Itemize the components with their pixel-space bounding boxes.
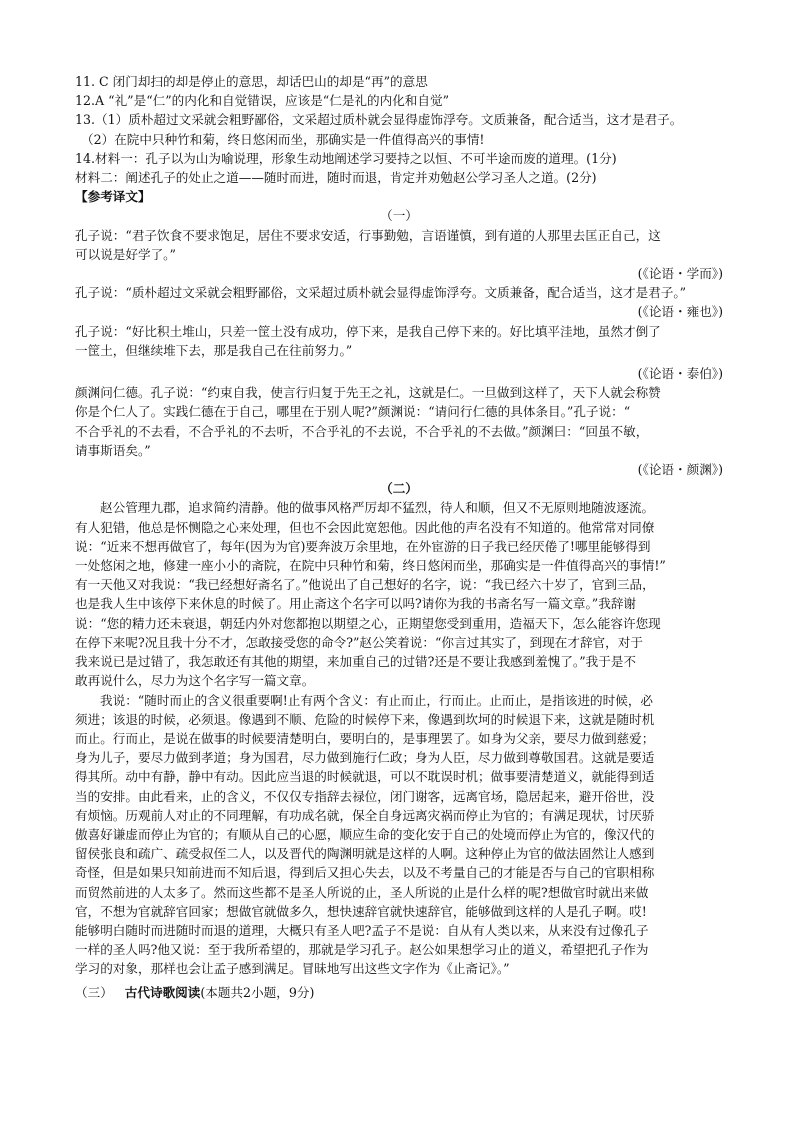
paragraph-line: 留侯张良和疏广、疏受叔侄二人，以及晋代的陶渊明就是这样的人啊。这种停止为官的做法固然让人感到	[75, 846, 655, 862]
paragraph-line: 而止。行而止，是说在做事的时候要清楚明白，要明白的，是事理罢了。如身为父亲，要尽力做到慈爱；	[75, 730, 655, 746]
passage-source: (《论语・雍也》)	[637, 304, 723, 320]
passage-yanyuan	[75, 383, 723, 479]
section-2	[75, 498, 723, 978]
paragraph-line: 说：“近来不想再做官了，每年(因为为官)要奔波万余里地，在外宦游的日子我已经厌倦了!哪里能够得到	[75, 538, 651, 554]
paragraph-line: 在停下来呢?况且我十分不才，怎敢接受您的命令?”赵公笑着说：“你言过其实了，到现在才辞官，对于	[75, 634, 643, 650]
paragraph-line: 有人犯错，他总是怀恻隐之心来处理，但也不会因此宽恕他。因此他的声名没有不知道的。他常常对同僚	[75, 519, 655, 535]
paragraph-line: 我说：“随时而止的含义很重要啊!止有两个含义：有止而止，行而止。止而止，是指该进的时候，必	[100, 692, 654, 708]
paragraph-line: 须进；该退的时候，必须退。像遇到不顺、危险的时候停下来，像遇到坎坷的时候退下来，这就是随时机	[75, 711, 655, 727]
section-3-title: 古代诗歌阅读	[124, 984, 201, 1000]
paragraph-line: 傲喜好谦虚而停止为官的；有顺从自己的心愿，顺应生命的变化安于自己的处境而停止为官的，像汉代的	[75, 826, 655, 842]
passage-yongye	[75, 283, 723, 321]
section-3-heading	[75, 983, 723, 1002]
passage-source: (《论语・泰伯》)	[637, 366, 723, 382]
passage-taibo	[75, 322, 723, 384]
paragraph-line: 说：“您的精力还未衰退，朝廷内外对您都抱以期望之心，正期望您受到重用，造福天下，怎么能容许您现	[75, 615, 661, 631]
answer-14-material-2: 材料二：阐述孔子的处止之道——随时而进，随时而退，肯定并劝勉赵公学习圣人之道。(2分)	[75, 170, 597, 186]
section-1-number: （一）	[380, 208, 418, 224]
passage-line: 请事斯语矣。”	[75, 442, 151, 458]
section-2-number: （二）	[380, 481, 418, 497]
passage-line: 你是个仁人了。实践仁德在于自己，哪里在于别人呢?”颜渊说：“请问行仁德的具体条目。”孔子说：“	[75, 404, 631, 420]
answer-12: 12.A “礼”是“仁”的内化和自觉错误，应该是“仁是礼的内化和自觉”	[75, 93, 450, 109]
passage-line: 孔子说：“君子饮食不要求饱足，居住不要求安适，行事勤勉，言语谨慎，到有道的人那里去匡正自己，这	[75, 227, 661, 243]
paragraph-line: 有一天他又对我说：“我已经想好斋名了。”他说出了自己想好的名字，说：“我已经六十岁了，官到三品，	[75, 577, 655, 593]
paragraph-line: 也是我人生中该停下来休息的时候了。用止斋这个名字可以吗?请你为我的书斋名写一篇文章。”我辞谢	[75, 596, 637, 612]
paragraph-line: 能够明白随时而进随时而退的道理，大概只有圣人吧?孟子不是说：自从有人类以来，从来没有过像孔子	[75, 922, 649, 938]
paragraph-line: 官，不想为官就辞官回家；想做官就做多久，想快速辞官就快速辞官，能够做到这样的人是孔子啊。哎!	[75, 903, 647, 919]
paragraph-line: 一样的圣人吗?他又说：至于我所希望的，那就是学习孔子。赵公如果想学习止的道义，希望把孔子作为	[75, 942, 649, 958]
paragraph-line: 敢再说什么，尽力为这个名字写一篇文章。	[75, 673, 315, 689]
document-page	[75, 72, 723, 1002]
paragraph-line: 得其所。动中有静，静中有动。因此应当退的时候就退，可以不耽误时机；做事要清楚道义，就能得到适	[75, 769, 655, 785]
paragraph-line: 而贸然前进的人太多了。然而这些都不是圣人所说的止，圣人所说的止是什么样的呢?想做官时就出来做	[75, 884, 649, 900]
paragraph-line: 有烦恼。历观前人对止的不同理解，有功成名就，保全自身远离灾祸而停止为官的；有满足现状，讨厌骄	[75, 807, 655, 823]
passage-source: (《论语・颜渊》)	[637, 462, 723, 478]
section-3-note: (本题共2小题，9分)	[200, 984, 315, 1000]
answer-13-2: （2）在院中只种竹和菊，终日悠闲而坐，那确实是一件值得高兴的事情!	[81, 131, 485, 147]
section-2-paragraph-1	[75, 498, 723, 690]
passage-line: 不合乎礼的不去看，不合乎礼的不去听，不合乎礼的不去说，不合乎礼的不去做。”颜渊曰：“回虽不敏，	[75, 423, 649, 439]
answer-14-material-1: 14.材料一：孔子以为山为喻说理，形象生动地阐述学习要持之以恒、不可半途而废的道理。(1分)	[75, 150, 617, 166]
answer-11: 11. C 闭门却扫的却是停止的意思，却话巴山的却是“再”的意思	[75, 74, 428, 89]
paragraph-line: 赵公管理九郡，追求简约清静。他的做事风格严厉却不猛烈，待人和顺，但又不无原则地随波逐流。	[100, 500, 655, 516]
answers-block	[75, 72, 723, 187]
passage-line: 孔子说：“质朴超过文采就会粗野鄙俗，文采超过质朴就会显得虚饰浮夸。文质兼备，配合适当，这才是君子。”	[75, 285, 687, 301]
passage-xueer	[75, 226, 723, 284]
paragraph-line: 我来说已是过错了，我怎敢还有其他的期望，来加重自己的过错?还是不要让我感到羞愧了。”我于是不	[75, 654, 637, 670]
passage-source: (《论语・学而》)	[637, 266, 723, 282]
paragraph-line: 一处悠闲之地，修建一座小小的斋院，在院中只种竹和菊，终日悠闲而坐，那确实是一件值得高兴的事情!”	[75, 558, 666, 574]
passage-line: 一筐土，但继续堆下去，那是我自己在往前努力。”	[75, 342, 353, 358]
translation-heading: 【参考译文】	[75, 189, 151, 205]
paragraph-line: 当的安排。由此看来，止的含义，不仅仅专指辞去禄位，闭门谢客，远离官场，隐居起来，避开俗世，没	[75, 788, 655, 804]
paragraph-line: 身为儿子，要尽力做到孝道；身为国君，尽力做到施行仁政；身为人臣，尽力做到尊敬国君。这就是要适	[75, 750, 655, 766]
section-3-label: （三）	[75, 984, 113, 1000]
passage-line: 孔子说：“好比积土堆山，只差一筐土没有成功，停下来，是我自己停下来的。好比填平洼地，虽然才倒了	[75, 323, 661, 339]
paragraph-line: 学习的对象，那样也会让孟子感到满足。冒昧地写出这些文字作为《止斋记》。”	[75, 961, 510, 977]
section-1	[75, 226, 723, 480]
passage-line: 可以说是好学了。”	[75, 246, 176, 262]
section-2-paragraph-2	[75, 691, 723, 979]
answer-13-1: 13.（1）质朴超过文采就会粗野鄙俗，文采超过质朴就会显得虚饰浮夸。文质兼备，配合适当，这才是君子。	[75, 112, 683, 128]
passage-line: 颜渊问仁德。孔子说：“约束自我，使言行归复于先王之礼，这就是仁。一旦做到这样了，天下人就会称赞	[75, 385, 661, 401]
paragraph-line: 奇怪，但是如果只知前进而不知后退，得到后又担心失去，以及不考量自己的才能是否与自己的官职相称	[75, 865, 655, 881]
